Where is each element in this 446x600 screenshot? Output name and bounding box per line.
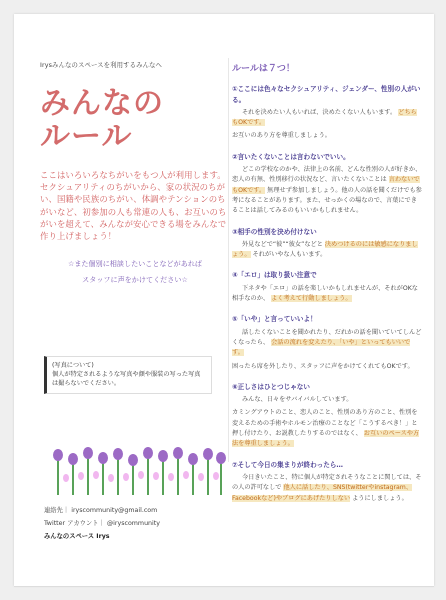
space-name: みんなのスペース Irys — [44, 533, 110, 540]
rule-highlight: 会話の流れを変えたり、「いや」といってもいいです。 — [232, 338, 411, 357]
photo-note-text: 個人が特定されるような写真や顔や服装の写った写真は撮らないでください。 — [52, 371, 201, 388]
page-title — [40, 87, 230, 153]
rule-7 — [232, 460, 422, 504]
contact-twitter-line — [44, 517, 160, 530]
iris-flowers-illustration — [48, 435, 229, 495]
rule-title: ⑦そして今日の集まりが終わったら… — [232, 460, 344, 469]
rule-text — [232, 284, 422, 305]
rule-text-part: 話したくないことを聞かれたり、だれかの話を聞いていてしんどくなったら、 — [232, 328, 422, 346]
rule-2 — [232, 152, 422, 217]
rule-highlight: 決めつけるのには敏感になりましょう。 — [232, 240, 418, 259]
rule-highlight: 他人に話したり、SNS(twitterやinstagram、Facebookなど)やブログにあげたりしない — [232, 484, 413, 502]
rule-title: ⑥正しさはひとつじゃない — [232, 382, 310, 391]
consult-line-2: スタッフに声をかけてください☆ — [82, 275, 188, 285]
rule-highlight: 言わないでもOKです。 — [232, 176, 420, 194]
rule-text-part: それがいやな人もいます。 — [252, 251, 327, 259]
rules-title: ルールは７つ！ — [232, 64, 295, 74]
rule-text-part: 下ネタや「エロ」の話を楽しいかもしれませんが、それがOKな相手なのか、 — [232, 284, 418, 303]
rule-text-part: どこの学校なのかや、法律上の名前、どんな性別の人が好きか、恋人の有無、性別移行の状況など、言いたくないことは — [232, 166, 422, 184]
rule-1 — [232, 84, 422, 141]
bottom-divider — [14, 586, 434, 587]
title-line-2: ルール — [40, 119, 133, 154]
rule-text-part: ようにしましょう。 — [352, 494, 408, 502]
rule-title: ①ここには色々なセクシュアリティ、ジェンダー、性別の人がいる。 — [232, 85, 421, 104]
rule-text — [232, 240, 422, 261]
rule-title: ④「エロ」は取り扱い注意で — [232, 271, 317, 280]
main-paragraph: ここはいろいろなちがいをもつ人が利用します。セクシュアリティのちがいから、家の状況のちがい、国籍や民族のちがい、体調やテンションのちがいなど、初参加の人も常連の人も、お互いのちがいを超えて、みんなが安心できる場をみんなで作り上げましょう！ — [40, 170, 227, 242]
rule-text-part: 今日きいたこと、特に個人が特定されそうなことに関しては、その人の許可なしで — [232, 473, 422, 492]
rule-text-part: 外見などで“彼”“彼女”などと — [242, 240, 323, 248]
photo-note-box — [44, 356, 212, 394]
rule-text-part: みんな、日々をサバイバルしています。 — [242, 396, 353, 404]
contact-block — [44, 504, 160, 543]
rule-text-part: 無理せず参加しましょう。他の人の話を聞くだけでも参考になることがあります。また、せっかくの場なので、言葉にできることは話してみるのもいいかもしれません。 — [232, 186, 422, 215]
rule-text-part: カミングアウトのこと、恋人のこと、性別のあり方のこと、性別を変えるための手術やホルモン治療のことなど「こうするべき！」と押し付けたり、お説教したりするのではなく、 — [232, 409, 418, 438]
rule-text — [232, 165, 422, 216]
contact-twitter: @iryscommunity — [106, 520, 160, 527]
left-column — [40, 60, 230, 288]
rule-6 — [232, 382, 422, 450]
rule-highlight: どちらもOKです。 — [232, 108, 417, 127]
rule-title: ②言いたくないことは言わないでいい。 — [232, 152, 350, 161]
rule-4 — [232, 270, 422, 304]
rule-text-part: お互いのあり方を尊重しましょう。 — [232, 132, 331, 140]
rule-5 — [232, 314, 422, 371]
contact-twitter-label: Twitter アカウント｜ — [44, 520, 105, 527]
rule-text-part: それを決めたい人もいれば、決めたくない人もいます。 — [242, 108, 397, 116]
rule-highlight: お互いのペースや方法を尊重しましょう。 — [232, 430, 420, 448]
rule-text — [232, 108, 422, 129]
rule-title: ⑤「いや」と言っていいよ！ — [232, 315, 317, 324]
consult-note — [40, 256, 230, 288]
rule-text — [232, 408, 422, 449]
contact-email-label: 連絡先｜ — [44, 507, 70, 514]
document-page — [14, 14, 434, 586]
contact-email: iryscommunity@gmail.com — [71, 507, 158, 514]
rules-column — [232, 64, 422, 504]
contact-email-line — [44, 504, 160, 517]
photo-note-title: (写真について) — [52, 362, 94, 369]
rule-title: ③相手の性別を決め付けない — [232, 227, 317, 236]
rule-3 — [232, 227, 422, 261]
consult-line-1: ☆また個別に相談したいことなどがあれば — [67, 259, 203, 269]
rule-text — [232, 473, 422, 504]
intro-label: Irysみんなのスペースを利用するみんなへ — [40, 61, 163, 69]
column-divider — [228, 58, 229, 462]
rule-text — [232, 328, 422, 359]
rule-highlight: よく考えて行動しましょう。 — [271, 295, 352, 303]
title-line-1: みんなの — [40, 86, 164, 121]
rule-text-part: 困ったら席を外したり、スタッフに声をかけてくれてもOKです。 — [232, 362, 414, 370]
